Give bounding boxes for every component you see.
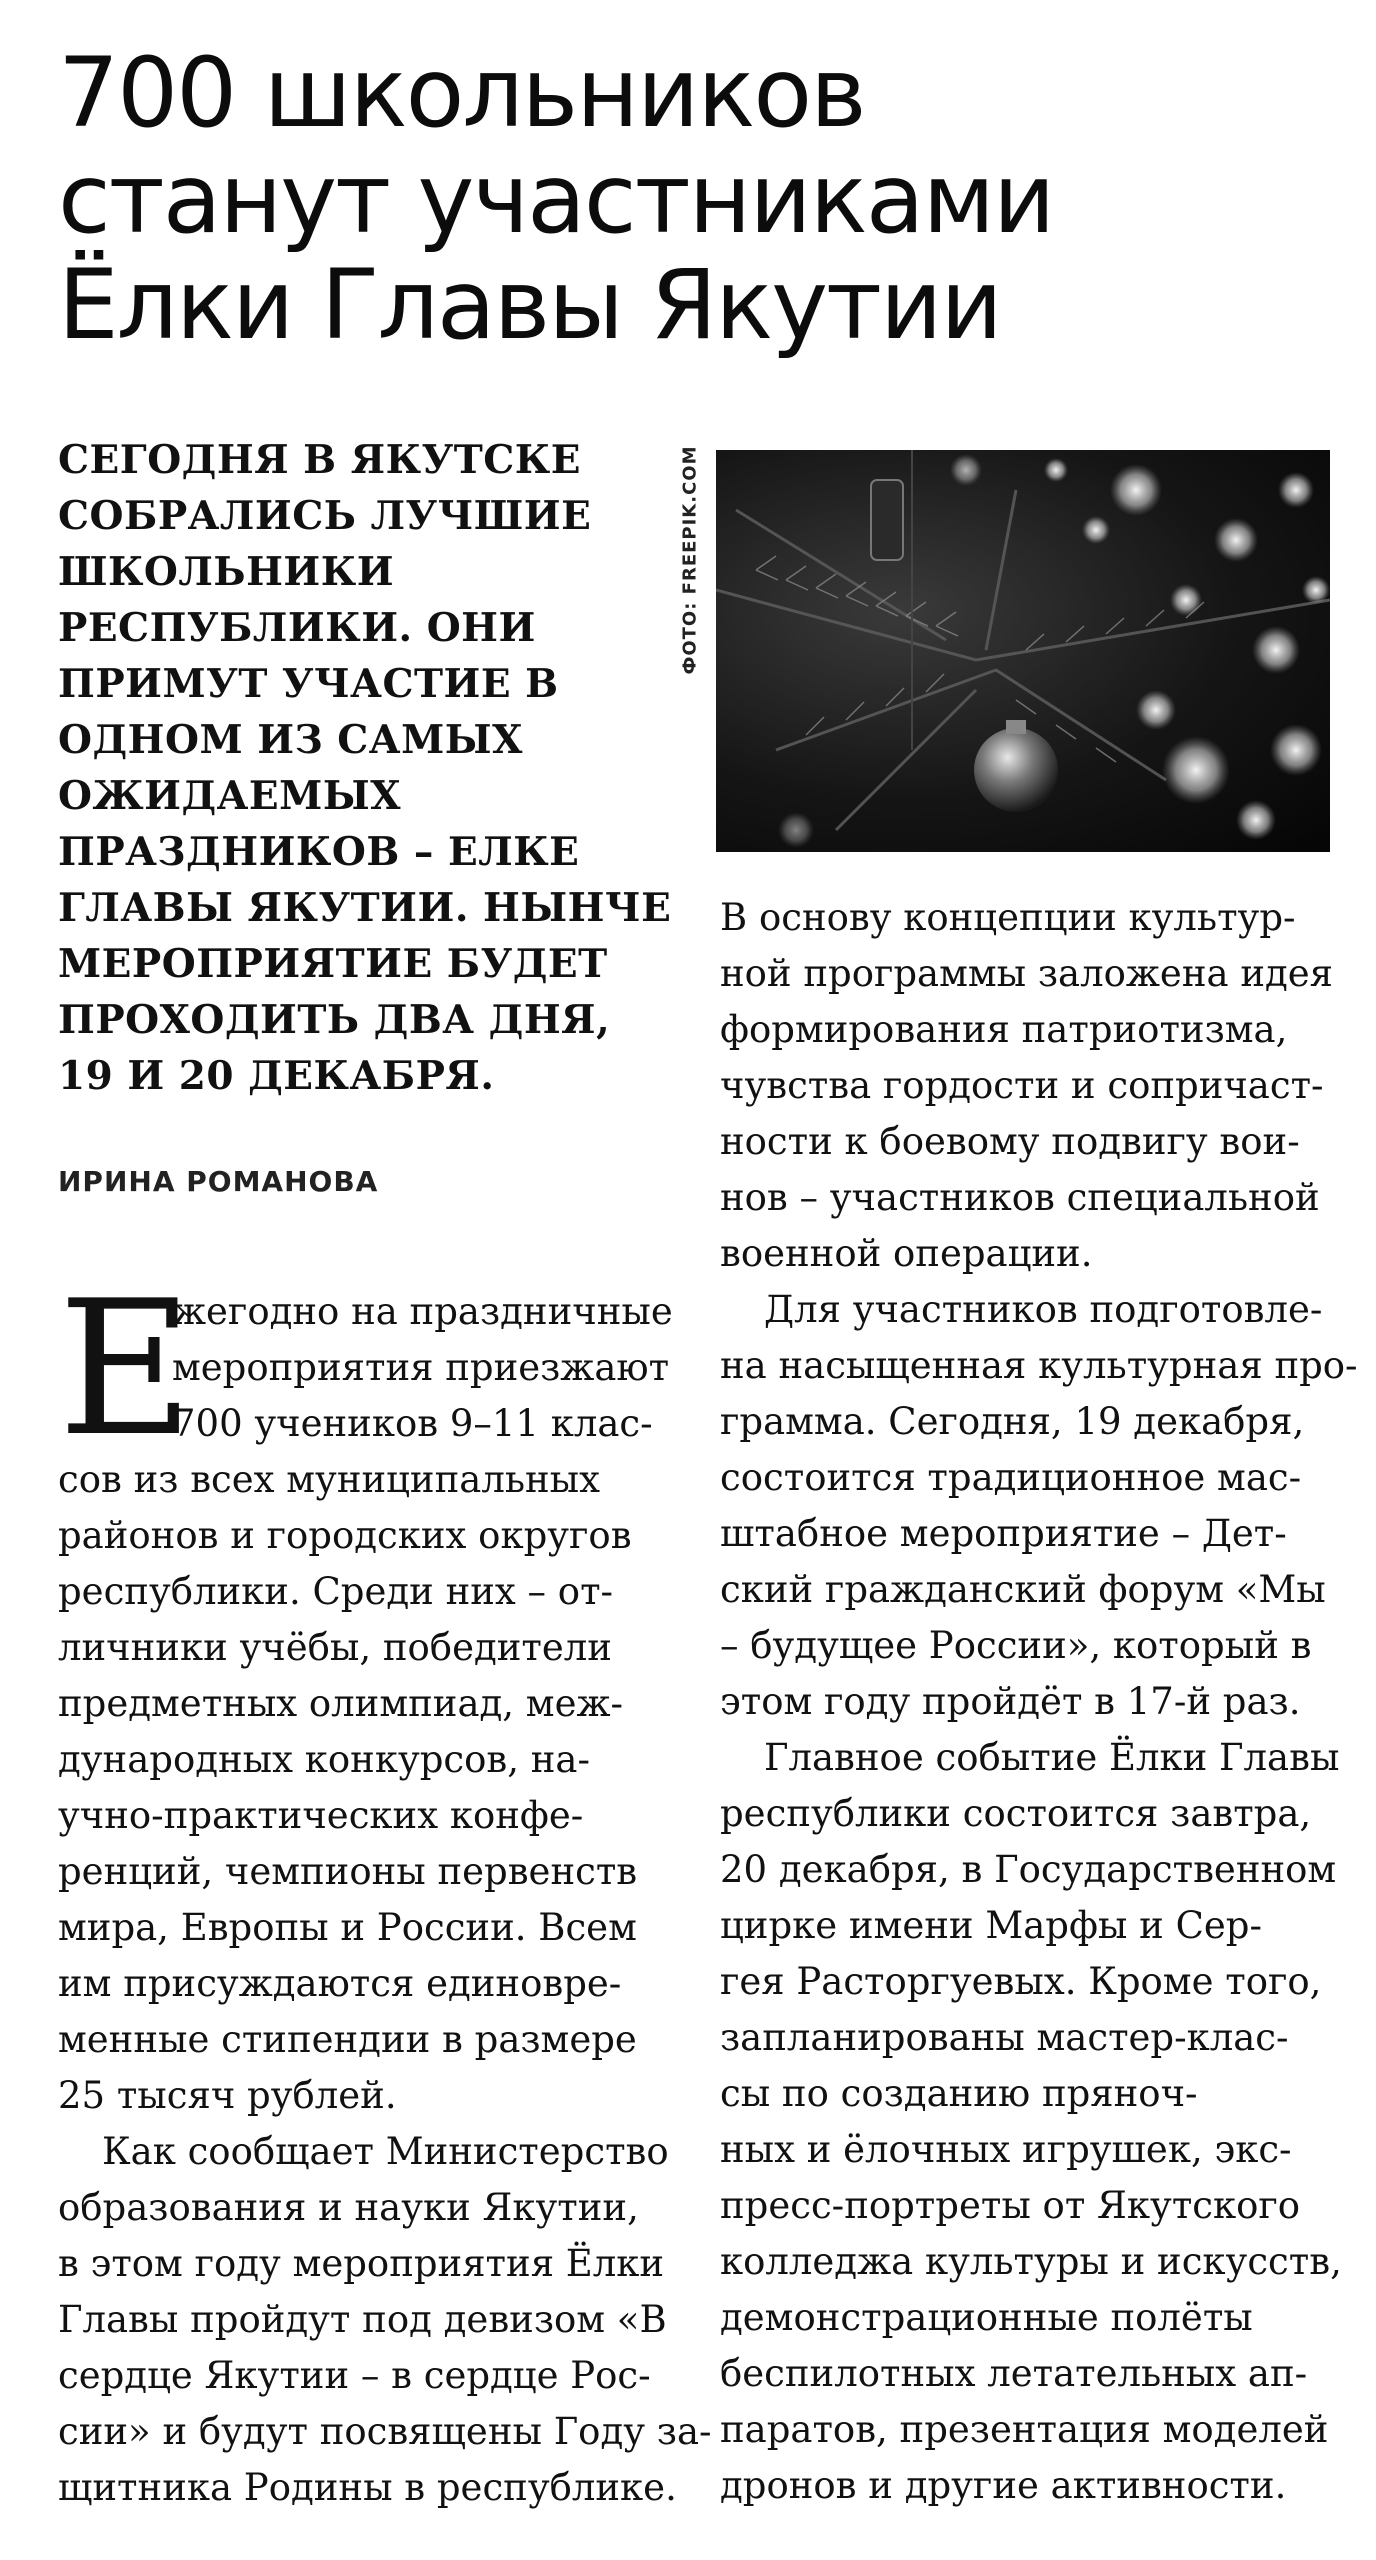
- body-line: республики состоится завтра,: [720, 1792, 1312, 1835]
- headline-line: станут участниками: [58, 143, 1054, 255]
- body-line: предметных олимпиад, меж-: [58, 1682, 624, 1725]
- body-line: в этом году мероприятия Ёлки: [58, 2242, 665, 2285]
- article-photo: [716, 450, 1330, 852]
- headline-line: Ёлки Главы Якутии: [58, 249, 1001, 361]
- body-line: менные стипендии в размере: [58, 2018, 637, 2061]
- body-line: районов и городских округов: [58, 1514, 632, 1557]
- body-line: – будущее России», который в: [720, 1624, 1312, 1667]
- body-line: демонстрационные полёты: [720, 2296, 1253, 2339]
- lead-line: СОБРАЛИСЬ ЛУЧШИЕ: [58, 493, 592, 539]
- body-line: гея Расторгуевых. Кроме того,: [720, 1960, 1322, 2003]
- right-column: [720, 890, 1358, 2514]
- body-line: образования и науки Якутии,: [58, 2186, 639, 2229]
- lead-line: ОДНОМ ИЗ САМЫХ: [58, 717, 523, 763]
- body-line: запланированы мастер-клас-: [720, 2016, 1289, 2059]
- body-line: цирке имени Марфы и Сер-: [720, 1904, 1262, 1947]
- body-line: колледжа культуры и искусств,: [720, 2240, 1342, 2283]
- body-line: Для участников подготовле-: [764, 1288, 1323, 1331]
- body-line: мира, Европы и России. Всем: [58, 1906, 637, 1949]
- body-line: ной программы заложена идея: [720, 952, 1333, 995]
- body-line: ренций, чемпионы первенств: [58, 1850, 638, 1893]
- photo-credit: [672, 445, 708, 675]
- headline-line: 700 школьников: [58, 37, 865, 149]
- body-line: 20 декабря, в Государственном: [720, 1848, 1337, 1891]
- body-line: сов из всех муниципальных: [58, 1458, 600, 1501]
- lead-line: РЕСПУБЛИКИ. ОНИ: [58, 605, 536, 651]
- body-line: им присуждаются единовре-: [58, 1962, 622, 2005]
- body-line: нов – участников специальной: [720, 1176, 1320, 1219]
- body-line: Главное событие Ёлки Главы: [764, 1736, 1340, 1779]
- drop-cap: Е: [58, 1260, 194, 1477]
- body-line: сы по созданию пряноч-: [720, 2072, 1198, 2115]
- body-line: ных и ёлочных игрушек, экс-: [720, 2128, 1292, 2171]
- lead-line: ОЖИДАЕМЫХ: [58, 773, 401, 819]
- body-line: сердце Якутии – в сердце Рос-: [58, 2354, 651, 2397]
- body-line: формирования патриотизма,: [720, 1008, 1288, 1051]
- lead-line: ГЛАВЫ ЯКУТИИ. НЫНЧЕ: [58, 885, 672, 931]
- body-line: сии» и будут посвящены Году за-: [58, 2410, 712, 2453]
- body-line: состоится традиционное мас-: [720, 1456, 1302, 1499]
- body-line: пресс-портреты от Якутского: [720, 2184, 1301, 2227]
- lead-line: ШКОЛЬНИКИ: [58, 549, 395, 595]
- lead-line: ПРОХОДИТЬ ДВА ДНЯ,: [58, 997, 611, 1043]
- body-line: паратов, презентация моделей: [720, 2408, 1329, 2451]
- body-line: штабное мероприятие – Дет-: [720, 1512, 1287, 1555]
- body-line: 700 учеников 9–11 клас-: [172, 1402, 653, 1445]
- body-line: мероприятия приезжают: [172, 1346, 670, 1389]
- body-line: Главы пройдут под девизом «В: [58, 2298, 667, 2341]
- photo-credit-text: ФОТО: FREEPIK.COM: [679, 445, 701, 675]
- body-line: В основу концепции культур-: [720, 896, 1296, 939]
- left-column: [58, 1452, 712, 2516]
- lead-line: ПРИМУТ УЧАСТИЕ В: [58, 661, 559, 707]
- lead-line: СЕГОДНЯ В ЯКУТСКЕ: [58, 437, 581, 483]
- lead-line: МЕРОПРИЯТИЕ БУДЕТ: [58, 941, 608, 987]
- body-line: учно-практических конфе-: [58, 1794, 584, 1837]
- body-line: дународных конкурсов, на-: [58, 1738, 590, 1781]
- body-line: ности к боевому подвигу вои-: [720, 1120, 1300, 1163]
- body-line: дронов и другие активности.: [720, 2464, 1287, 2507]
- body-line: республики. Среди них – от-: [58, 1570, 614, 1613]
- body-line: этом году пройдёт в 17-й раз.: [720, 1680, 1301, 1723]
- body-line: военной операции.: [720, 1232, 1093, 1275]
- headline: [58, 37, 1338, 361]
- author-byline: ИРИНА РОМАНОВА: [58, 1165, 379, 1198]
- body-line: беспилотных летательных ап-: [720, 2352, 1308, 2395]
- body-line: 25 тысяч рублей.: [58, 2074, 397, 2117]
- lead-paragraph: [58, 432, 672, 1104]
- lead-line: 19 И 20 ДЕКАБРЯ.: [58, 1053, 495, 1099]
- body-line: личники учёбы, победители: [58, 1626, 612, 1669]
- body-line: ский гражданский форум «Мы: [720, 1568, 1326, 1611]
- body-line: чувства гордости и сопричаст-: [720, 1064, 1324, 1107]
- drop-cap-lines: [172, 1284, 673, 1452]
- body-line: грамма. Сегодня, 19 декабря,: [720, 1400, 1305, 1443]
- body-line: Как сообщает Министерство: [102, 2130, 669, 2173]
- body-line: щитника Родины в республике.: [58, 2466, 677, 2509]
- body-line: жегодно на праздничные: [172, 1290, 673, 1333]
- lead-line: ПРАЗДНИКОВ – ЕЛКЕ: [58, 829, 580, 875]
- body-line: на насыщенная культурная про-: [720, 1344, 1358, 1387]
- christmas-tree-photo: [716, 450, 1330, 852]
